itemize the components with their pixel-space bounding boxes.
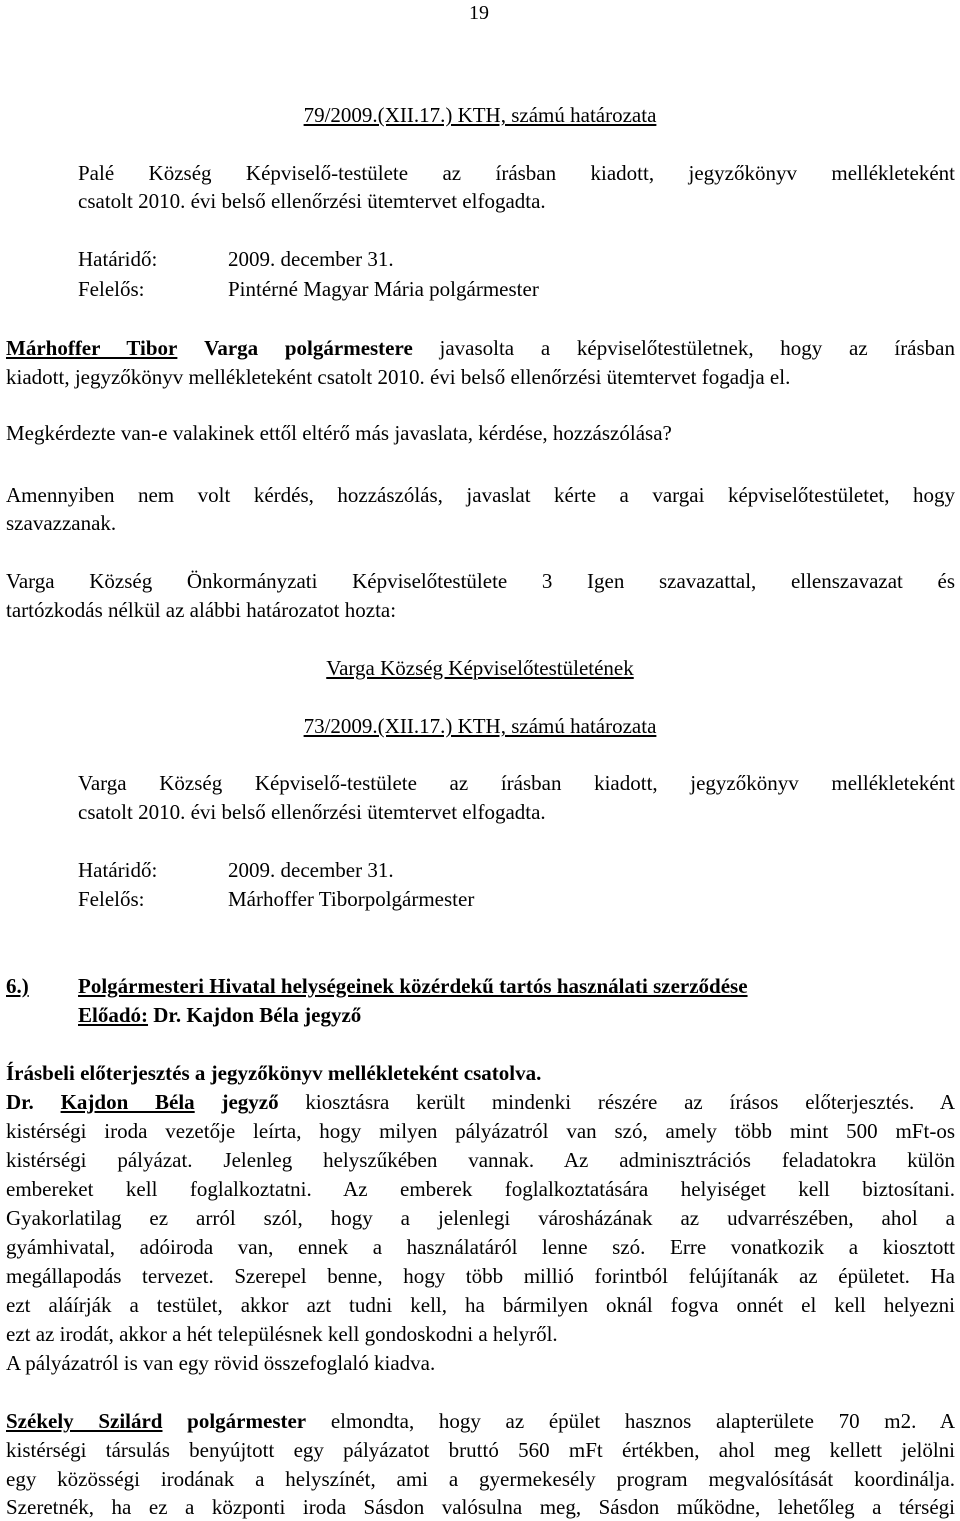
szekely-line: Szeretnék, ha ez a központi iroda Sásdon valósulna meg, Sásdon működne, lehetőleg a térségi [6,1495,955,1519]
speaker-role: Varga polgármestere [204,336,413,360]
deadline-value: 2009. december 31. [228,247,394,271]
szekely-text: elmondta, hogy az épület hasznos alapterülete 70 m2. A [330,1409,956,1433]
speaker-role: polgármester [187,1409,307,1433]
responsible-label: Felelős: [78,277,145,301]
decision-heading: Varga Község Képviselőtestületének [326,656,634,680]
vote-call-line: szavazzanak. [6,511,117,535]
written-note: Írásbeli előterjesztés a jegyzőkönyv mellékleteként csatolva. [6,1061,542,1085]
responsible-row [78,276,539,302]
kajdon-text: kiosztásra került mindenki részére az írásos előterjesztés. A [305,1090,956,1114]
vote-call-line: Amennyiben nem volt kérdés, hozzászólás, javaslat kérte a vargai képviselőtestületet, hogy [6,483,955,507]
kajdon-line: kistérségi pályázat. Jelenleg helyszűkében vannak. Az adminisztrációs feladatokra külön [6,1148,955,1172]
vote-result-line: Varga Község Önkormányzati Képviselőtestülete 3 Igen szavazattal, ellenszavazat és [6,569,955,593]
kajdon-line: ezt aláírják a testület, akkor azt tudni kell, ha bármilyen oknál fogva onnét el kell helyezni [6,1293,955,1317]
presenter-label: Előadó: [78,1003,149,1027]
responsible-value: Márhoffer Tiborpolgármester [228,887,475,911]
kajdon-line: kistérségi iroda vezetője leírta, hogy milyen pályázatról van szó, amely több mint 500 mFt-os [6,1119,955,1143]
deadline-row [78,857,394,883]
responsible-value: Pintérné Magyar Mária polgármester [228,277,539,301]
deadline-row [78,246,394,272]
kajdon-line: Gyakorlatilag ez arról szól, hogy a jelenlegi városházának az udvarrészében, ahol a [6,1206,955,1230]
speaker-role: jegyző [221,1090,279,1114]
vote-result-line: tartózkodás nélkül az alábbi határozatot hozta: [6,598,397,622]
agenda-item-number: 6.) [6,974,29,998]
decision-body-line: Palé Község Képviselő-testülete az írásban kiadott, jegyzőkönyv mellékleteként [78,161,955,185]
agenda-item-title: Polgármesteri Hivatal helységeinek közérdekű tartós használati szerződése [78,974,748,998]
szekely-line: kistérségi társulás benyújtott egy pályázatot bruttó 560 mFt értékben, ahol meg kellett jelölni [6,1438,955,1462]
kajdon-line: embereket kell foglalkoztatni. Az emberek foglalkoztatására helyiséget kell biztosítani. [6,1177,955,1201]
kajdon-line [6,1089,955,1115]
responsible-label: Felelős: [78,887,145,911]
szekely-line: egy közösségi irodának a helyszínét, ami a gyermekesély program megvalósítását koordinálja. [6,1467,955,1491]
speaker-name: Kajdon Béla [60,1090,195,1114]
proposal-text: javasolta a képviselőtestületnek, hogy az írásban [439,336,955,360]
proposal-line [6,335,955,361]
kajdon-line: gyámhivatal, adóiroda van, ennek a használatáról lenne szó. Erre vonatkozik a kiosztott [6,1235,955,1259]
page-number: 19 [469,2,489,24]
deadline-label: Határidő: [78,858,158,882]
kajdon-line: ezt az irodát, akkor a hét településnek kell gondoskodni a helyről. [6,1322,558,1346]
question-paragraph: Megkérdezte van-e valakinek ettől eltérő más javaslata, kérdése, hozzászólása? [6,421,672,445]
presenter-name: Dr. Kajdon Béla jegyző [153,1003,362,1027]
deadline-value: 2009. december 31. [228,858,394,882]
responsible-row [78,886,474,912]
decision-title: 73/2009.(XII.17.) KTH, számú határozata [303,714,657,738]
presenter-line [78,1002,361,1028]
speaker-name: Székely Szilárd [6,1409,163,1433]
decision-body-line: csatolt 2010. évi belső ellenőrzési ütemtervet elfogadta. [78,800,546,824]
proposal-line: kiadott, jegyzőkönyv mellékleteként csatolt 2010. évi belső ellenőrzési ütemtervet fogadja el. [6,365,791,389]
speaker-name: Márhoffer Tibor [6,336,178,360]
kajdon-line: megállapodás tervezet. Szerepel benne, hogy több millió forintból felújítanák az épületet. Ha [6,1264,955,1288]
szekely-line [6,1408,955,1434]
decision-title: 79/2009.(XII.17.) KTH, számú határozata [303,103,657,127]
decision-body-line: Varga Község Képviselő-testülete az írásban kiadott, jegyzőkönyv mellékleteként [78,771,955,795]
summary-paragraph: A pályázatról is van egy rövid összefoglaló kiadva. [6,1351,436,1375]
deadline-label: Határidő: [78,247,158,271]
decision-body-line: csatolt 2010. évi belső ellenőrzési ütemtervet elfogadta. [78,189,546,213]
speaker-title: Dr. [6,1090,34,1114]
